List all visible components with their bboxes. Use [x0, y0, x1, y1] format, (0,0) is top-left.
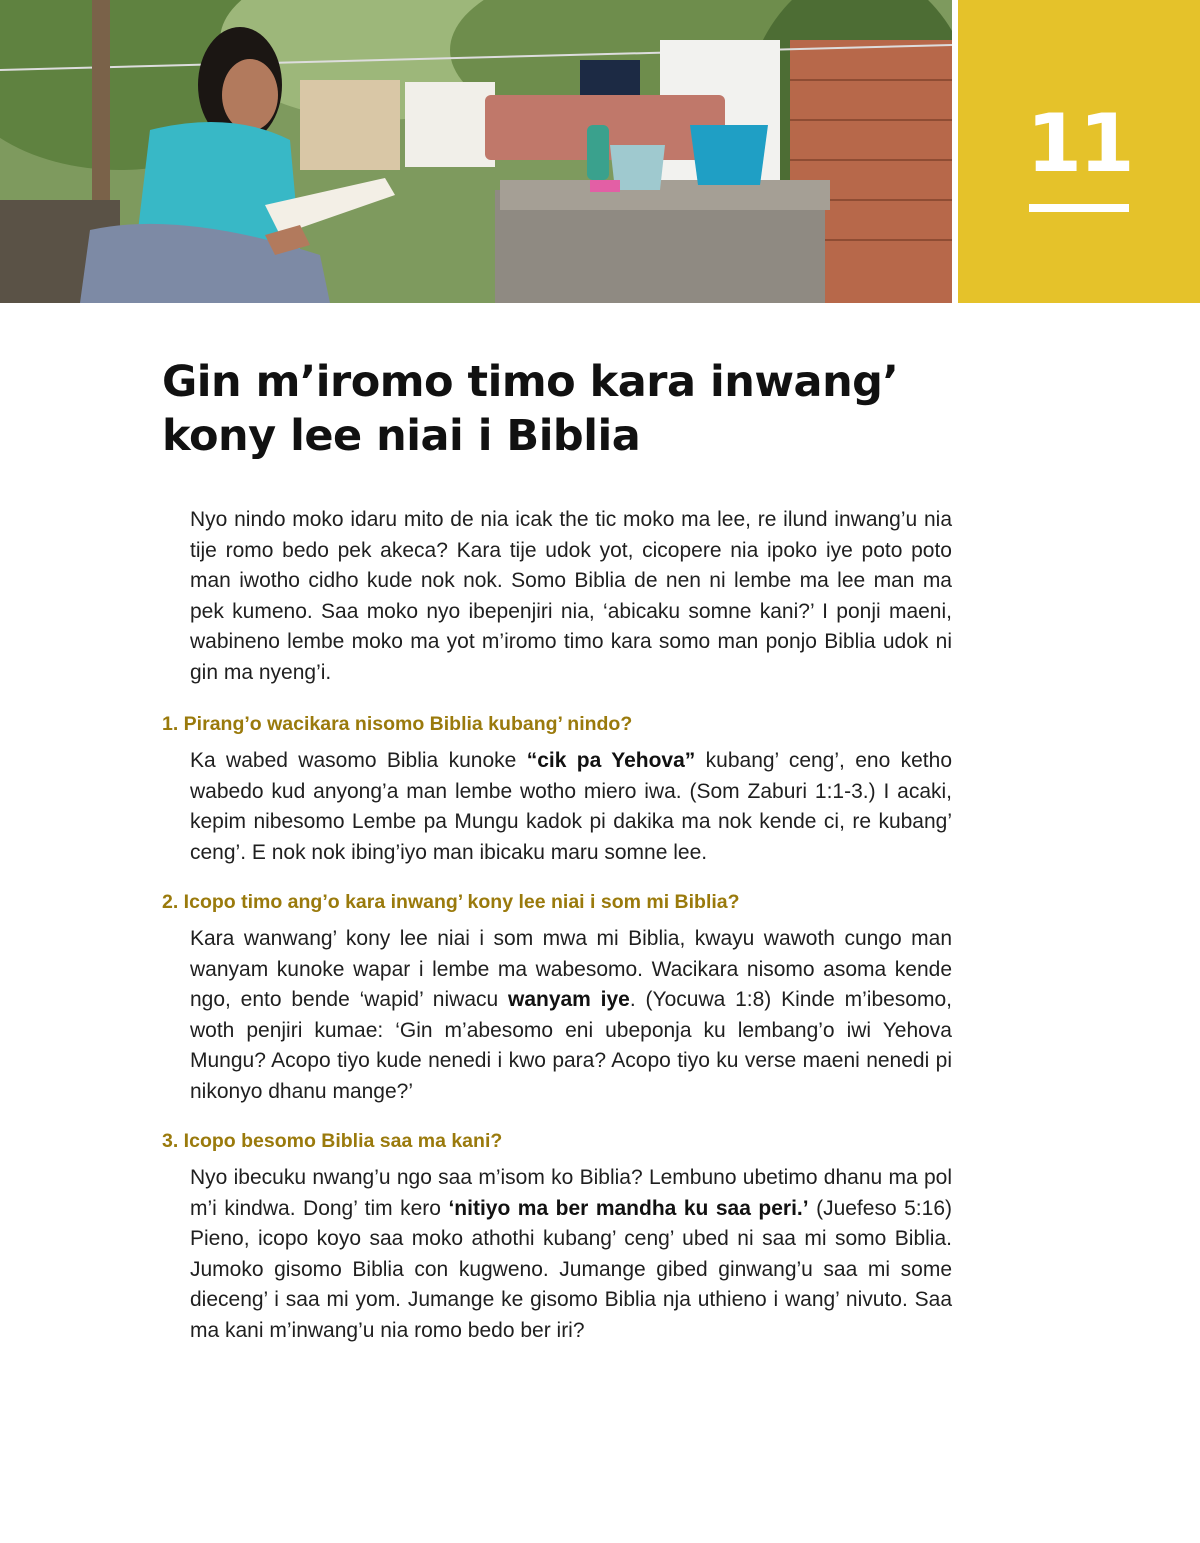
section-3	[162, 1127, 952, 1346]
section-2	[162, 888, 952, 1107]
section-paragraph	[190, 1163, 952, 1346]
emphasized-text: ‘nitiyo ma ber mandha ku saa peri.’	[448, 1196, 809, 1220]
page-title-line-2: kony lee niai i Biblia	[162, 411, 641, 461]
paragraph-text: (Juefeso 5:16) Pieno, icopo koyo saa moko athothi kubang’ ceng’ ubed ni saa mi somo Biblia. Jumoko gisomo Biblia con kugweno. Jumange gibed ginwang’u saa mi some dieceng’ i saa mi yom. Jumange ke gisomo Biblia nja uthieno i wang’ nivuto. Saa ma kani m’inwang’u nia romo bedo ber iri?	[190, 1196, 952, 1342]
paragraph-text: . (Yocuwa 1:8) Kinde m’ibesomo, woth penjiri kumae: ‘Gin m’abesomo eni ubeponja ku lembang’o iwi Yehova Mungu? Acopo tiyo kude nenedi i kwo para? Acopo tiyo ku verse maeni nenedi pi nikonyo dhanu mange?’	[190, 988, 952, 1103]
header-photo	[0, 0, 952, 303]
paragraph-text: kubang’ ceng’, eno ketho wabedo kud anyong’a man lembe wotho miero iwa. (Som Zaburi 1:1-3.) I acaki, kepim nibesomo Lembe pa Mungu kadok pi dakika ma nok kende ci, re kubang’ ceng’. E nok nok ibing’iyo man ibicaku maru somne lee.	[190, 749, 953, 864]
section-1	[162, 710, 952, 868]
section-paragraph	[190, 924, 952, 1107]
lesson-number-underline	[1029, 204, 1129, 212]
intro-paragraph: Nyo nindo moko idaru mito de nia icak the tic moko ma lee, re ilund inwang’u nia tije romo bedo pek akeca? Kara tije udok yot, cicopere nia ipoko iye poto poto man iwotho cidho kude nok nok. Somo Biblia de nen ni lembe ma lee man ma pek kumeno. Saa moko nyo ibepenjiri nia, ‘abicaku somne kani?’ I ponji maeni, wabineno lembe moko ma yot m’iromo timo kara somo man ponjo Biblia udok ni gin ma nyeng’i.	[190, 508, 952, 684]
paragraph-text: Nyo ibecuku nwang’u ngo saa m’isom ko Biblia? Lembuno ubetimo dhanu ma pol m’i kindwa. Dong’ tim kero	[190, 1166, 952, 1220]
lesson-number-box	[958, 0, 1200, 303]
lesson-number: 11	[1026, 97, 1132, 190]
page-title	[162, 355, 962, 463]
question-heading: 2. Icopo timo ang’o kara inwang’ kony lee niai i som mi Biblia?	[162, 891, 740, 913]
question-heading: 3. Icopo besomo Biblia saa ma kani?	[162, 1130, 503, 1152]
paragraph-text: Ka wabed wasomo Biblia kunoke	[190, 749, 527, 772]
woman-reading-bible-photo	[0, 0, 952, 303]
emphasized-text: “cik pa Yehova”	[526, 749, 696, 772]
page-title-line-1: Gin m’iromo timo kara inwang’	[162, 357, 899, 407]
emphasized-text: wanyam iye	[507, 988, 630, 1011]
section-paragraph	[190, 746, 952, 868]
paragraph-text: Kara wanwang’ kony lee niai i som mwa mi Biblia, kwayu wawoth cungo man wanyam kunoke wapar i lembe ma wabesomo. Wacikara nisomo asoma kende ngo, ento bende ‘wapid’ niwacu	[190, 927, 952, 1011]
question-heading: 1. Pirang’o wacikara nisomo Biblia kubang’ nindo?	[162, 713, 633, 735]
lesson-content	[162, 505, 952, 1366]
